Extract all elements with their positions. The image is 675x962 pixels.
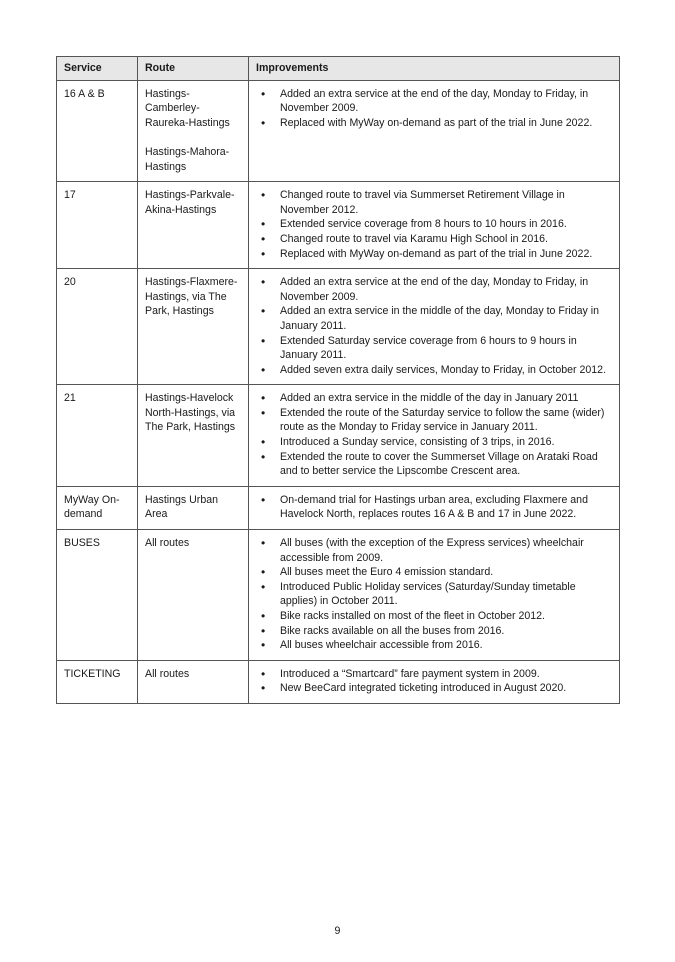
list-item: • Extended service coverage from 8 hours to 10 hours in 2016. [256, 217, 612, 232]
route-cell [138, 486, 249, 529]
route-text: Hastings-Parkvale-Akina-Hastings [145, 189, 235, 216]
table-row [57, 385, 620, 487]
list-item: • All buses (with the exception of the Express services) wheelchair accessible from 2009. [256, 536, 612, 565]
route-text: Hastings-Havelock North-Hastings, via The Park, Hastings [145, 392, 236, 434]
table-row [57, 486, 620, 529]
improvements-cell [249, 660, 620, 703]
service-cell: 16 A & B [57, 80, 138, 182]
list-item: • Introduced Public Holiday services (Saturday/Sunday timetable applies) in October 2011. [256, 580, 612, 609]
list-item: • Added seven extra daily services, Monday to Friday, in October 2012. [256, 363, 612, 378]
list-item: • On-demand trial for Hastings urban area, excluding Flaxmere and Havelock North, replaces routes 16 A & B and 17 in June 2022. [256, 493, 612, 522]
route-text: All routes [145, 537, 190, 550]
page-number: 9 [334, 925, 341, 937]
header-route: Route [138, 57, 249, 81]
list-item: • Added an extra service at the end of the day, Monday to Friday, in November 2009. [256, 275, 612, 304]
improvements-table [56, 56, 620, 704]
table-row [57, 182, 620, 269]
table-row [57, 530, 620, 661]
list-item: • Changed route to travel via Summerset Retirement Village in November 2012. [256, 188, 612, 217]
table-body [57, 80, 620, 703]
service-cell: 20 [57, 269, 138, 385]
list-item: • Introduced a “Smartcard” fare payment system in 2009. [256, 667, 612, 682]
improvements-list [256, 667, 612, 696]
improvements-cell [249, 486, 620, 529]
table-row [57, 660, 620, 703]
list-item: • Added an extra service in the middle of the day in January 2011 [256, 391, 612, 406]
route-text: Hastings Urban Area [145, 493, 219, 521]
improvements-list [256, 536, 612, 653]
service-cell: TICKETING [57, 660, 138, 703]
list-item: • Added an extra service at the end of the day, Monday to Friday, in November 2009. [256, 87, 612, 116]
improvements-cell [249, 182, 620, 269]
improvements-list [256, 87, 612, 131]
improvements-cell [249, 530, 620, 661]
route-text: All routes [145, 667, 190, 680]
service-cell: 17 [57, 182, 138, 269]
service-cell: MyWay On-demand [57, 486, 138, 529]
improvements-list [256, 275, 612, 377]
list-item: • Extended the route of the Saturday service to follow the same (wider) route as the Monday to Friday service in January 2011. [256, 406, 612, 435]
list-item: • Extended the route to cover the Summerset Village on Arataki Road and to better service the Lipscombe Crescent area. [256, 450, 612, 479]
list-item: • New BeeCard integrated ticketing introduced in August 2020. [256, 681, 612, 696]
improvements-cell [249, 80, 620, 182]
list-item: • Extended Saturday service coverage from 6 hours to 9 hours in January 2011. [256, 334, 612, 363]
improvements-cell [249, 385, 620, 487]
list-item: • All buses meet the Euro 4 emission standard. [256, 565, 612, 580]
route-cell [138, 660, 249, 703]
improvements-list [256, 391, 612, 479]
route-cell [138, 269, 249, 385]
list-item: • Bike racks installed on most of the fleet in October 2012. [256, 609, 612, 624]
route-cell [138, 385, 249, 487]
list-item: • Replaced with MyWay on-demand as part of the trial in June 2022. [256, 247, 612, 262]
list-item: • Added an extra service in the middle of the day, Monday to Friday in January 2011. [256, 304, 612, 333]
list-item: • Changed route to travel via Karamu High School in 2016. [256, 232, 612, 247]
service-cell: BUSES [57, 530, 138, 661]
list-item: • Bike racks available on all the buses from 2016. [256, 624, 612, 639]
improvements-cell [249, 269, 620, 385]
route-text: Hastings-Camberley-Raureka-Hastings [145, 87, 230, 129]
route-cell [138, 80, 249, 182]
list-item: • All buses wheelchair accessible from 2016. [256, 638, 612, 653]
list-item: • Introduced a Sunday service, consisting of 3 trips, in 2016. [256, 435, 612, 450]
list-item: • Replaced with MyWay on-demand as part of the trial in June 2022. [256, 116, 612, 131]
route-cell [138, 530, 249, 661]
table-row [57, 80, 620, 182]
table-row [57, 269, 620, 385]
route-cell [138, 182, 249, 269]
header-improvements: Improvements [249, 57, 620, 81]
header-service: Service [57, 57, 138, 81]
table-header-row [57, 57, 620, 81]
route-text: Hastings-Mahora-Hastings [145, 145, 230, 173]
service-cell: 21 [57, 385, 138, 487]
route-text: Hastings-Flaxmere-Hastings, via The Park, Hastings [145, 276, 238, 318]
improvements-list [256, 493, 612, 522]
improvements-list [256, 188, 612, 261]
